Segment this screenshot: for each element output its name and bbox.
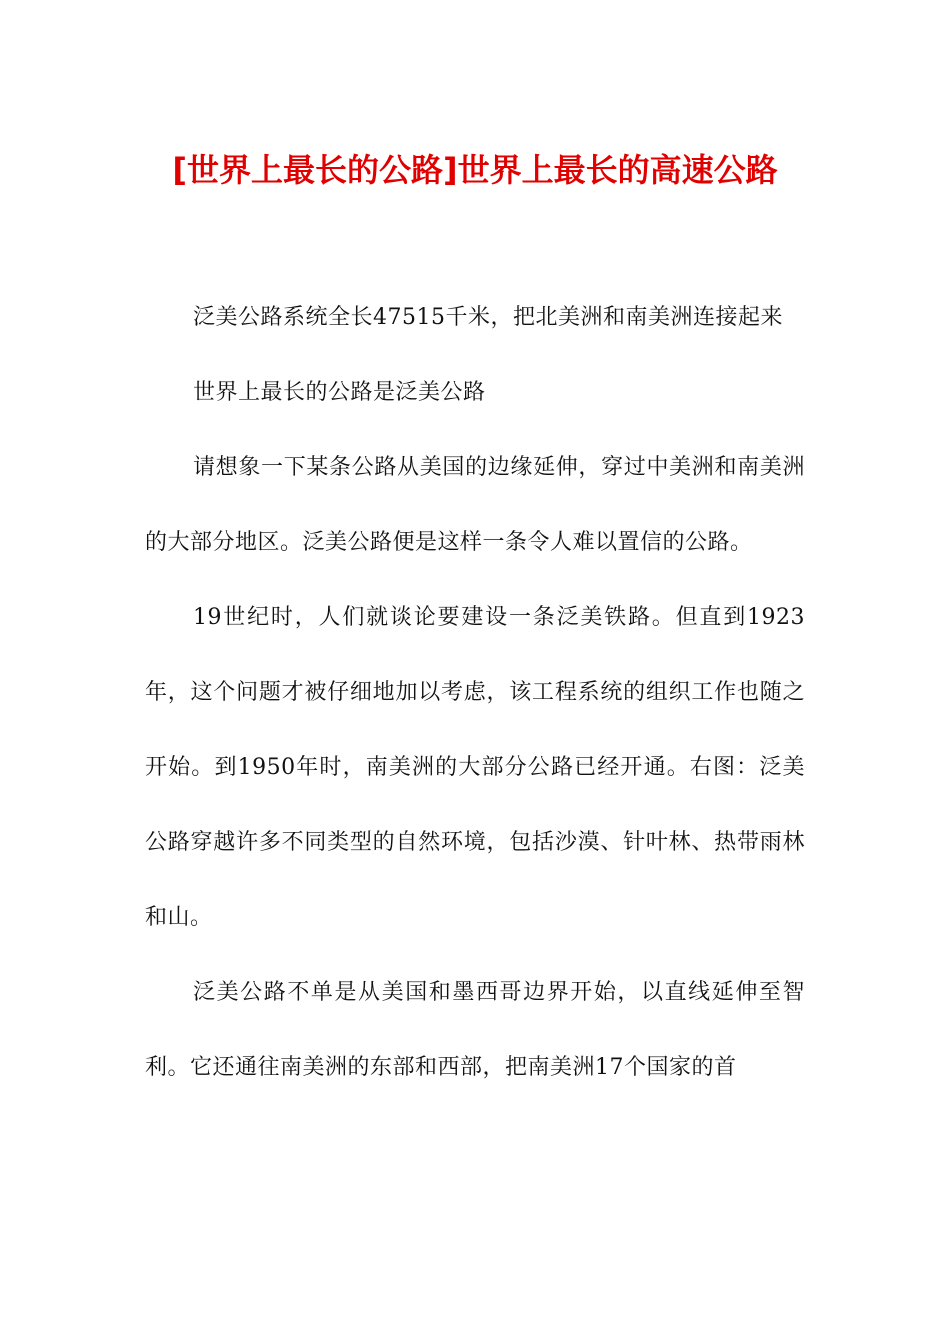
paragraph-1: 泛美公路系统全长47515千米，把北美洲和南美洲连接起来 bbox=[193, 305, 783, 330]
document-title: [世界上最长的公路]世界上最长的高速公路 bbox=[172, 151, 778, 189]
paragraph-5: 泛美公路不单是从美国和墨西哥边界开始，以直线延伸至智利。它还通往南美洲的东部和西部，把南美洲17个国家的首 bbox=[145, 980, 805, 1080]
document-body bbox=[145, 280, 805, 1105]
paragraph-3: 请想象一下某条公路从美国的边缘延伸，穿过中美洲和南美洲的大部分地区。泛美公路便是这样一条令人难以置信的公路。 bbox=[145, 455, 805, 555]
paragraph-4: 19世纪时，人们就谈论要建设一条泛美铁路。但直到1923年，这个问题才被仔细地加以考虑，该工程系统的组织工作也随之开始。到1950年时，南美洲的大部分公路已经开通。右图：泛美公路穿越许多不同类型的自然环境，包括沙漠、针叶林、热带雨林和山。 bbox=[145, 605, 805, 930]
paragraph-2: 世界上最长的公路是泛美公路 bbox=[193, 380, 486, 405]
